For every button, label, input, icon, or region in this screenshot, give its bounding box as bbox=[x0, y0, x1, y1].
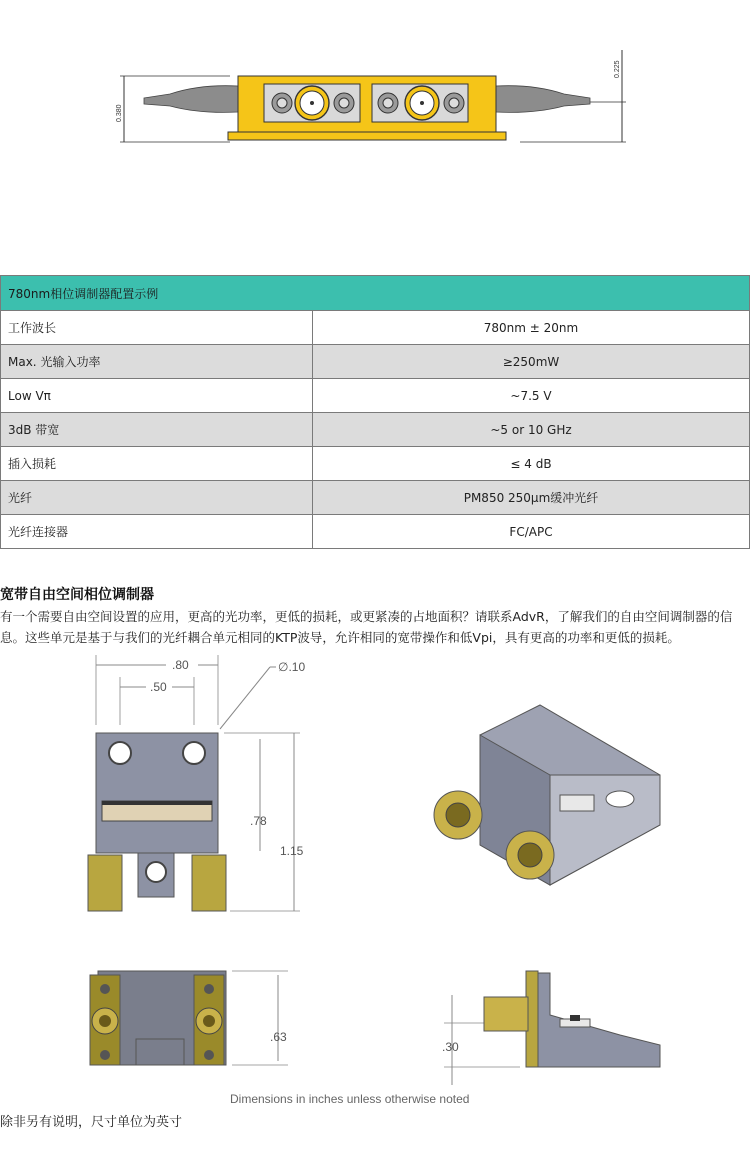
row-label: 工作波长 bbox=[1, 311, 313, 345]
table-row bbox=[1, 379, 750, 413]
table-title: 780nm相位调制器配置示例 bbox=[1, 276, 750, 311]
fiber-modulator-drawing bbox=[110, 40, 650, 150]
row-label: Low Vπ bbox=[1, 379, 313, 413]
section-paragraph: 有一个需要自由空间设置的应用，更高的光功率，更低的损耗，或更紧凑的占地面积？请联系AdvR，了解我们的自由空间调制器的信息。这些单元是基于与我们的光纤耦合单元相同的KTP波导，允许相同的宽带操作和低Vpi，具有更高的功率和更低的损耗。 bbox=[0, 609, 733, 645]
row-value: ≥250mW bbox=[313, 345, 750, 379]
row-label: 光纤 bbox=[1, 481, 313, 515]
caption-english: Dimensions in inches unless otherwise noted bbox=[230, 1092, 470, 1106]
dim-width-inner: .50 bbox=[150, 680, 167, 694]
dim-height-total: 1.15 bbox=[280, 844, 304, 858]
bottom-view-drawing bbox=[88, 965, 318, 1075]
dim-width-outer: .80 bbox=[172, 658, 189, 672]
isometric-view-drawing bbox=[420, 695, 670, 905]
config-table bbox=[0, 275, 750, 549]
row-value: FC/APC bbox=[313, 515, 750, 549]
dim-height-label: 0.380 bbox=[116, 104, 123, 122]
row-value: ~5 or 10 GHz bbox=[313, 413, 750, 447]
row-label: 光纤连接器 bbox=[1, 515, 313, 549]
table-row bbox=[1, 447, 750, 481]
row-value: 780nm ± 20nm bbox=[313, 311, 750, 345]
dim-hole-dia: ∅.10 bbox=[278, 660, 306, 674]
table-row bbox=[1, 515, 750, 549]
caption-chinese: 除非另有说明，尺寸单位为英寸 bbox=[0, 1115, 183, 1130]
row-value: PM850 250μm缓冲光纤 bbox=[313, 481, 750, 515]
side-view-drawing bbox=[440, 965, 670, 1090]
section-heading: 宽带自由空间相位调制器 bbox=[0, 587, 154, 603]
row-value: ~7.5 V bbox=[313, 379, 750, 413]
dim-height-low: .30 bbox=[442, 1040, 459, 1054]
row-label: 3dB 带宽 bbox=[1, 413, 313, 447]
row-label: 插入损耗 bbox=[1, 447, 313, 481]
table-row bbox=[1, 413, 750, 447]
row-label: Max. 光输入功率 bbox=[1, 345, 313, 379]
table-row bbox=[1, 345, 750, 379]
front-view-drawing bbox=[80, 655, 330, 915]
row-value: ≤ 4 dB bbox=[313, 447, 750, 481]
table-row bbox=[1, 481, 750, 515]
dim-height-side: .63 bbox=[270, 1030, 287, 1044]
dim-height-body: .78 bbox=[250, 814, 267, 828]
dim-offset-label: 0.225 bbox=[614, 60, 621, 78]
table-row bbox=[1, 311, 750, 345]
